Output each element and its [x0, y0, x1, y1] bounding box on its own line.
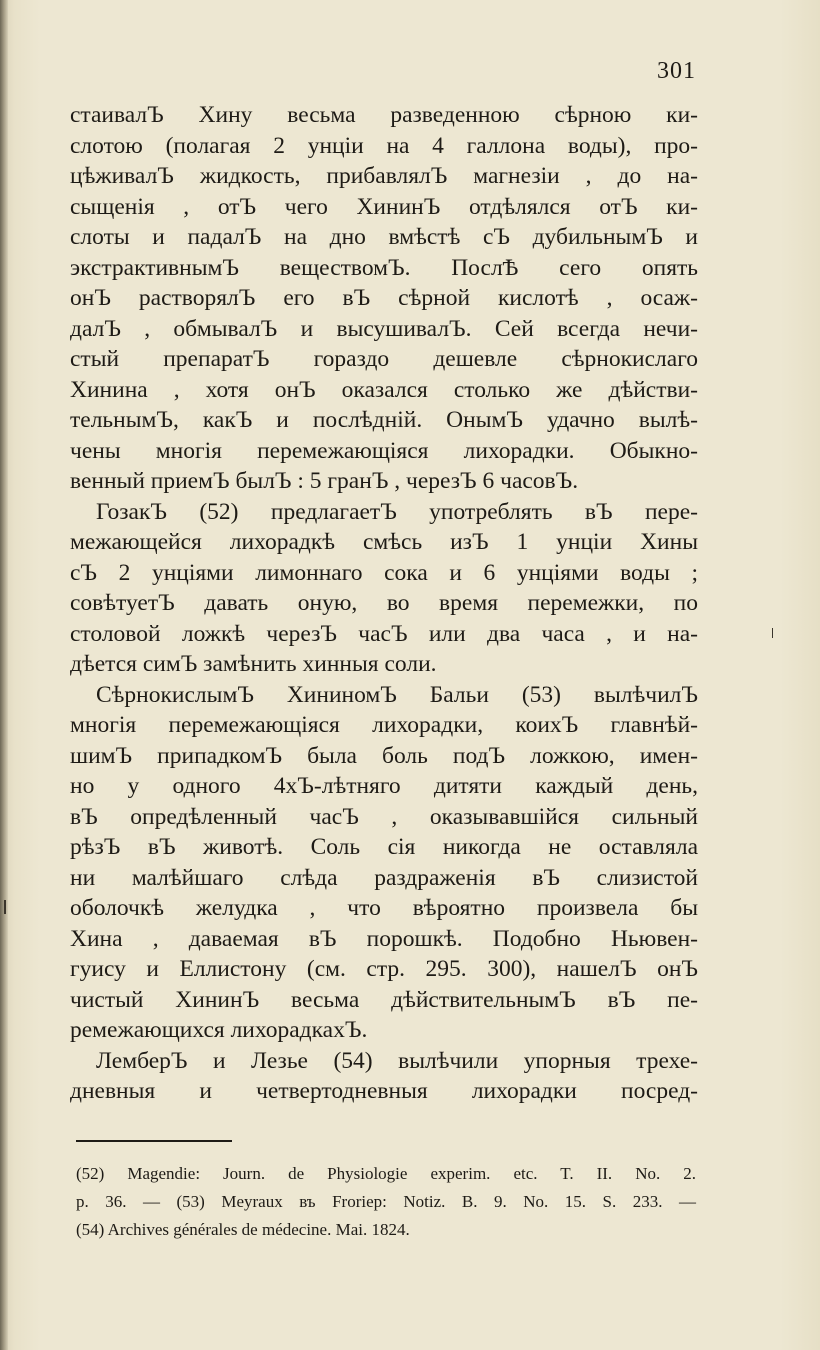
- text-line: венный приемЪ былЪ : 5 гранЪ , черезЪ 6 часовЪ.: [70, 468, 579, 494]
- footnote-line: (54) Archives générales de médecine. Mai. 1824.: [76, 1220, 410, 1239]
- text-line: Хина , даваемая вЪ порошкѣ. Подобно Ньювен-: [70, 925, 698, 952]
- text-line: чены многія перемежающіяся лихорадки. Обыкно-: [70, 437, 698, 464]
- text-line: онЪ растворялЪ его вЪ сѣрной кислотѣ , осаж-: [70, 285, 698, 311]
- text-line: ГозакЪ (52) предлагаетЪ употреблять вЪ пере-: [96, 498, 698, 525]
- text-line: цѣживалЪ жидкость, прибавлялЪ магнезіи , до на-: [70, 163, 698, 189]
- text-line: СѣрнокислымЪ ХининомЪ Бальи (53) вылѣчилЪ: [96, 681, 698, 708]
- text-line: межающейся лихорадкѣ смѣсь изЪ 1 унціи Хины: [70, 529, 698, 555]
- text-line: сЪ 2 унціями лимоннаго сока и 6 унціями воды ;: [70, 559, 698, 586]
- text-line: дневныя и четвертодневныя лихорадки посред-: [70, 1078, 698, 1104]
- body-text: [70, 100, 698, 1107]
- text-line: совѣтуетЪ давать оную, во время перемежки, по: [70, 590, 698, 616]
- text-line: но у одного 4хЪ-лѣтняго дитяти каждый день,: [70, 773, 698, 799]
- text-line: ремежающихся лихорадкахЪ.: [70, 1017, 368, 1043]
- text-line: ЛемберЪ и Лезье (54) вылѣчили упорныя трехе-: [96, 1047, 698, 1074]
- text-line: сыщенія , отЪ чего ХининЪ отдѣлялся отЪ ки-: [70, 193, 698, 220]
- footnote-line: p. 36. — (53) Meyraux въ Froriep: Notiz. B. 9. No. 15. S. 233. —: [76, 1192, 696, 1211]
- text-line: стаивалЪ Хину весьма разведенною сѣрною ки-: [70, 102, 698, 128]
- text-line: стый препаратЪ гораздо дешевле сѣрнокислаго: [70, 346, 698, 372]
- text-line: вЪ опредѣленный часЪ , оказывавшійся сильный: [70, 803, 698, 830]
- text-line: оболочкѣ желудка , что вѣроятно произвела бы: [70, 895, 698, 921]
- text-line: шимЪ припадкомЪ была боль подЪ ложкою, имен-: [70, 742, 698, 769]
- text-line: дѣется симЪ замѣнить хинныя соли.: [70, 651, 437, 677]
- text-line: гуису и Еллистону (см. стр. 295. 300), нашелЪ онЪ: [70, 956, 698, 982]
- footnote-line: (52) Magendie: Journ. de Physiologie experim. etc. T. II. No. 2.: [76, 1164, 696, 1183]
- text-line: слотою (полагая 2 унціи на 4 галлона воды), про-: [70, 132, 698, 159]
- text-line: рѣзЪ вЪ животѣ. Соль сія никогда не оставляла: [70, 834, 698, 860]
- text-line: столовой ложкѣ черезЪ часЪ или два часа , и на-: [70, 620, 698, 647]
- text-line: тельнымЪ, какЪ и послѣдній. ОнымЪ удачно вылѣ-: [70, 407, 698, 433]
- page-binding-edge: [0, 0, 8, 1350]
- text-line: далЪ , обмывалЪ и высушивалЪ. Сей всегда нечи-: [70, 315, 698, 342]
- footnotes: [76, 1160, 696, 1244]
- text-line: экстрактивнымЪ веществомЪ. ПослѢ сего опять: [70, 254, 698, 281]
- text-line: многія перемежающіяся лихорадки, коихЪ главнѣй-: [70, 712, 698, 738]
- text-line: ни малѣйшаго слѣда раздраженія вЪ слизистой: [70, 864, 698, 891]
- margin-mark: [4, 900, 6, 914]
- text-line: чистый ХининЪ весьма дѣйствительнымЪ вЪ пе-: [70, 986, 698, 1013]
- text-line: слоты и падалЪ на дно вмѣстѣ сЪ дубильнымЪ и: [70, 224, 698, 250]
- margin-mark: [772, 628, 773, 638]
- text-line: Хинина , хотя онЪ оказался столько же дѣйстви-: [70, 376, 698, 403]
- page-number: 301: [657, 58, 696, 84]
- footnote-separator-rule: [76, 1140, 232, 1142]
